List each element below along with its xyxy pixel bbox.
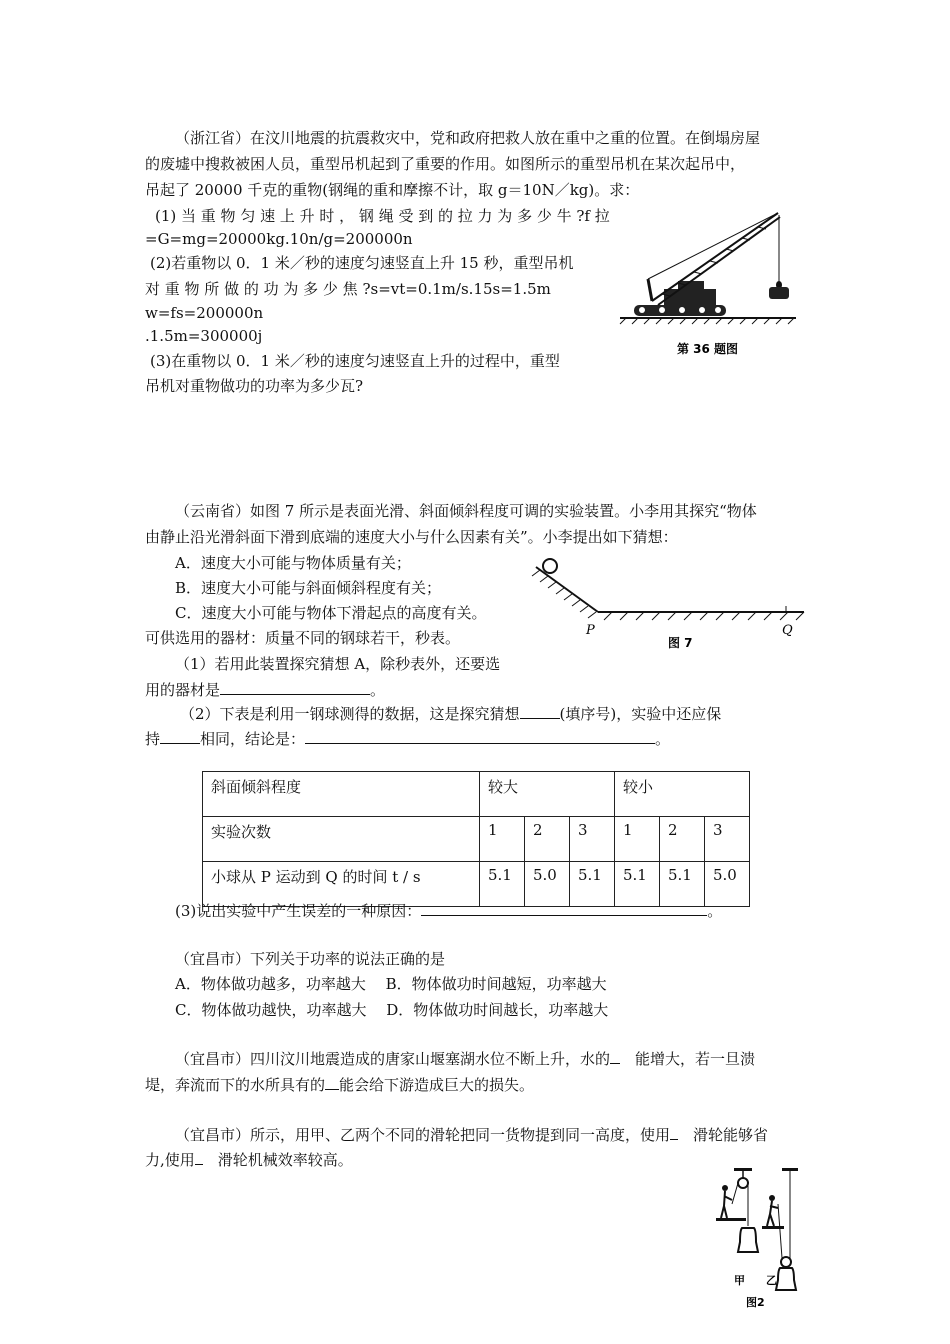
q4-line-1-text-end: 能增大，若一旦溃 — [620, 1050, 756, 1068]
table-header-small: 较小 — [615, 772, 750, 817]
q2-option-a: A．速度大小可能与物体质量有关； — [175, 554, 411, 572]
q1-part3-line-2: 吊机对重物做功的功率为多少瓦? — [145, 377, 364, 395]
table-cell: 2 — [525, 817, 570, 862]
q4-blank-1[interactable] — [610, 1047, 620, 1064]
q5-line-1-text-end: 滑轮能够省 — [678, 1126, 769, 1144]
crane-figure-caption: 第 36 题图 — [677, 342, 739, 356]
table-row — [203, 817, 750, 862]
q2-sub2-blank-same[interactable] — [160, 727, 200, 744]
q2-sub3-end: 。 — [707, 902, 723, 920]
q1-part2-line-1: (2)若重物以 0．1 米／秒的速度匀速竖直上升 15 秒，重型吊机 — [150, 254, 574, 272]
table-header-incline: 斜面倾斜程度 — [203, 772, 480, 817]
q2-sub1-blank[interactable] — [220, 678, 370, 695]
q2-option-b: B．速度大小可能与斜面倾斜程度有关； — [175, 579, 442, 597]
q4-line-2 — [145, 1072, 534, 1098]
table-row — [203, 772, 750, 817]
pulley-figure — [712, 1166, 812, 1312]
q4-line-1-text: （宜昌市）四川汶川地震造成的唐家山堰塞湖水位不断上升，水的 — [175, 1050, 611, 1068]
table-cell: 3 — [705, 817, 750, 862]
table-row-label-times: 小球从 P 运动到 Q 的时间 t / s — [203, 862, 480, 907]
table-cell: 5.0 — [705, 862, 750, 907]
q4-blank-2[interactable] — [325, 1073, 339, 1090]
q5-line-2-text: 力,使用 — [145, 1151, 195, 1169]
q2-option-c: C．速度大小可能与物体下滑起点的高度有关。 — [175, 604, 487, 622]
q5-line-2 — [145, 1147, 353, 1173]
q1-part2-line-2: 对 重 物 所 做 的 功 为 多 少 焦 ?s=vt=0.1m/s.15s=1.5m — [145, 280, 551, 298]
q5-line-1-text: （宜昌市）所示，用甲、乙两个不同的滑轮把同一货物提到同一高度，使用 — [175, 1126, 671, 1144]
table-cell: 5.0 — [525, 862, 570, 907]
q2-sub2-blank-conclusion[interactable] — [305, 727, 655, 744]
q4-line-2-text-end: 能会给下游造成巨大的损失。 — [339, 1076, 535, 1094]
q5-line-1 — [145, 1122, 768, 1148]
pulley-caption: 图2 — [746, 1296, 765, 1309]
table-row-label-trials: 实验次数 — [203, 817, 480, 862]
experiment-table — [202, 771, 750, 907]
q2-sub1-line-2 — [145, 677, 385, 703]
table-cell: 1 — [480, 817, 525, 862]
q2-sub3-blank[interactable] — [421, 899, 707, 916]
q2-materials: 可供选用的器材：质量不同的钢球若干，秒表。 — [145, 629, 461, 647]
q2-sub2-chi: 持 — [145, 730, 161, 748]
q5-line-2-text-end: 滑轮机械效率较高。 — [202, 1151, 353, 1169]
table-cell: 5.1 — [615, 862, 660, 907]
q5-blank-2[interactable] — [195, 1148, 203, 1165]
incline-caption: 图 7 — [668, 636, 693, 650]
q1-intro-line-3: 吊起了 20000 千克的重物(钢绳的重和摩擦不计，取 g＝10N／kg)。求： — [145, 181, 640, 199]
q2-sub2-conclusion-label: 相同，结论是： — [200, 730, 306, 748]
table-cell: 5.1 — [480, 862, 525, 907]
q2-sub2-end: 。 — [655, 730, 671, 748]
q3-options-line-2: C．物体做功越快，功率越大 D．物体做功时间越长，功率越大 — [175, 1001, 609, 1019]
pulley-label-jia: 甲 — [734, 1274, 745, 1287]
steel-ball — [543, 559, 557, 573]
table-cell: 5.1 — [660, 862, 705, 907]
q2-sub2-mid: (填序号)，实验中还应保 — [559, 705, 722, 723]
q2-intro-line-2: 由静止沿光滑斜面下滑到底端的速度大小与什么因素有关”。小李提出如下猜想： — [145, 528, 678, 546]
incline-label-p: P — [586, 623, 595, 638]
crane-figure — [612, 205, 812, 365]
table-cell: 5.1 — [570, 862, 615, 907]
pulley-label-yi: 乙 — [766, 1274, 777, 1287]
table-cell: 2 — [660, 817, 705, 862]
q2-sub2-prefix: （2）下表是利用一钢球测得的数据，这是探究猜想 — [180, 705, 520, 723]
q3-stem: （宜昌市）下列关于功率的说法正确的是 — [175, 950, 446, 968]
q3-options-line-1: A．物体做功越多，功率越大 B．物体做功时间越短，功率越大 — [175, 975, 607, 993]
q1-part2-line-3: w=fs=200000n — [145, 304, 264, 322]
q2-sub3-line — [175, 898, 722, 924]
q2-sub2-line-1 — [180, 701, 721, 727]
q4-line-2-text: 堤，奔流而下的水所具有的 — [145, 1076, 326, 1094]
incline-label-q: Q — [782, 623, 793, 638]
q4-line-1 — [145, 1046, 755, 1072]
q1-part3-line-1: (3)在重物以 0．1 米／秒的速度匀速竖直上升的过程中，重型 — [150, 352, 560, 370]
q2-sub3-prefix: (3)说出实验中产生误差的一种原因： — [175, 902, 422, 920]
q2-sub2-blank-guess[interactable] — [520, 702, 560, 719]
q2-intro-line-1: （云南省）如图 7 所示是表面光滑、斜面倾斜程度可调的实验装置。小李用其探究“物体 — [175, 502, 757, 520]
table-cell: 3 — [570, 817, 615, 862]
table-header-large: 较大 — [480, 772, 615, 817]
q2-sub1-suffix: 。 — [370, 681, 386, 699]
q1-intro-line-2: 的废墟中搜救被困人员，重型吊机起到了重要的作用。如图所示的重型吊机在某次起吊中， — [145, 155, 746, 173]
q2-sub2-line-2 — [145, 726, 670, 752]
q1-part1-line-2: =G=mg=20000kg.10n/g=200000n — [145, 230, 413, 248]
table-cell: 1 — [615, 817, 660, 862]
q5-blank-1[interactable] — [670, 1123, 678, 1140]
q2-sub1-prefix: 用的器材是 — [145, 681, 221, 699]
q1-intro-line-1: （浙江省）在汶川地震的抗震救灾中，党和政府把救人放在重中之重的位置。在倒塌房屋 — [175, 129, 761, 147]
incline-figure — [528, 555, 808, 655]
q2-sub1-line-1: （1）若用此装置探究猜想 A，除秒表外，还要选 — [175, 655, 501, 673]
q1-part1-line-1: (1) 当 重 物 匀 速 上 升 时 ， 钢 绳 受 到 的 拉 力 为 多 少 牛 ?f 拉 — [155, 207, 610, 225]
q1-part2-line-4: .1.5m=300000j — [145, 327, 263, 345]
